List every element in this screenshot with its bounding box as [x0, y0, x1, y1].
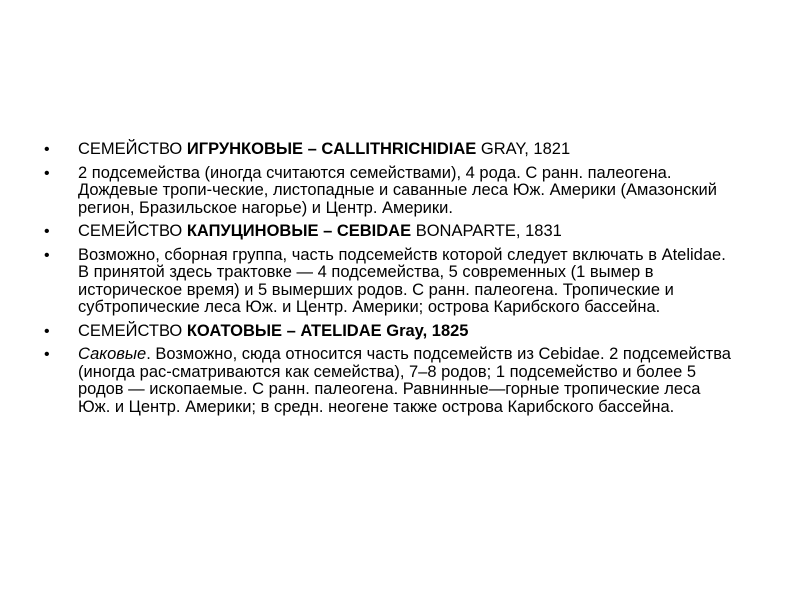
family-prefix: СЕМЕЙСТВО [78, 140, 187, 158]
list-item [44, 141, 734, 159]
bullet-icon: • [44, 346, 50, 363]
list-item [44, 323, 734, 341]
family-description: . Возможно, сюда относится часть подсемейств из Cebidae. 2 подсемейства (иногда рас-сматриваются как семейства), 7–8 родов; 1 подсемейство и более 5 родов — ископаемые. С ранн. палеогена. Равнинные—горные тропические леса Юж. и Центр. Америки; в средн. неогене также острова Карибского бассейна. [78, 345, 731, 416]
bullet-list [44, 141, 734, 422]
bullet-icon: • [44, 322, 50, 340]
list-item [44, 247, 734, 317]
family-prefix: СЕМЕЙСТВО [78, 222, 187, 240]
bullet-icon: • [44, 141, 50, 158]
list-item [44, 223, 734, 241]
family-name: КАПУЦИНОВЫЕ – CEBIDAE [186, 222, 416, 240]
list-item [44, 346, 734, 416]
family-author: BONAPARTE, 1831 [415, 222, 562, 240]
common-name: Саковые [78, 345, 147, 363]
family-author: GRAY, 1821 [480, 140, 571, 158]
family-name: ИГРУНКОВЫЕ – CALLITHRICHIDIAE [186, 140, 481, 158]
list-item [44, 165, 734, 218]
family-name: КОАТОВЫЕ – ATELIDAE Gray, 1825 [186, 321, 469, 340]
family-description: 2 подсемейства (иногда считаются семействами), 4 рода. С ранн. палеогена. Дождевые тропи-ческие, листопадные и саванные леса Юж. Америки (Амазонский регион, Бразильское нагорье) и Центр. Америки. [78, 163, 717, 217]
bullet-icon: • [44, 246, 50, 264]
bullet-icon: • [44, 164, 50, 182]
family-description: Возможно, сборная группа, часть подсемейств которой следует включать в Atelidae. В принятой здесь трактовке — 4 подсемейства, 5 современных (1 вымер в историческое время) и 5 вымерших родов. С ранн. палеогена. Тропические и субтропические леса Юж. и Центр. Америки; острова Карибского бассейна. [78, 245, 726, 316]
family-prefix: СЕМЕЙСТВО [78, 321, 187, 340]
bullet-icon: • [44, 223, 50, 240]
